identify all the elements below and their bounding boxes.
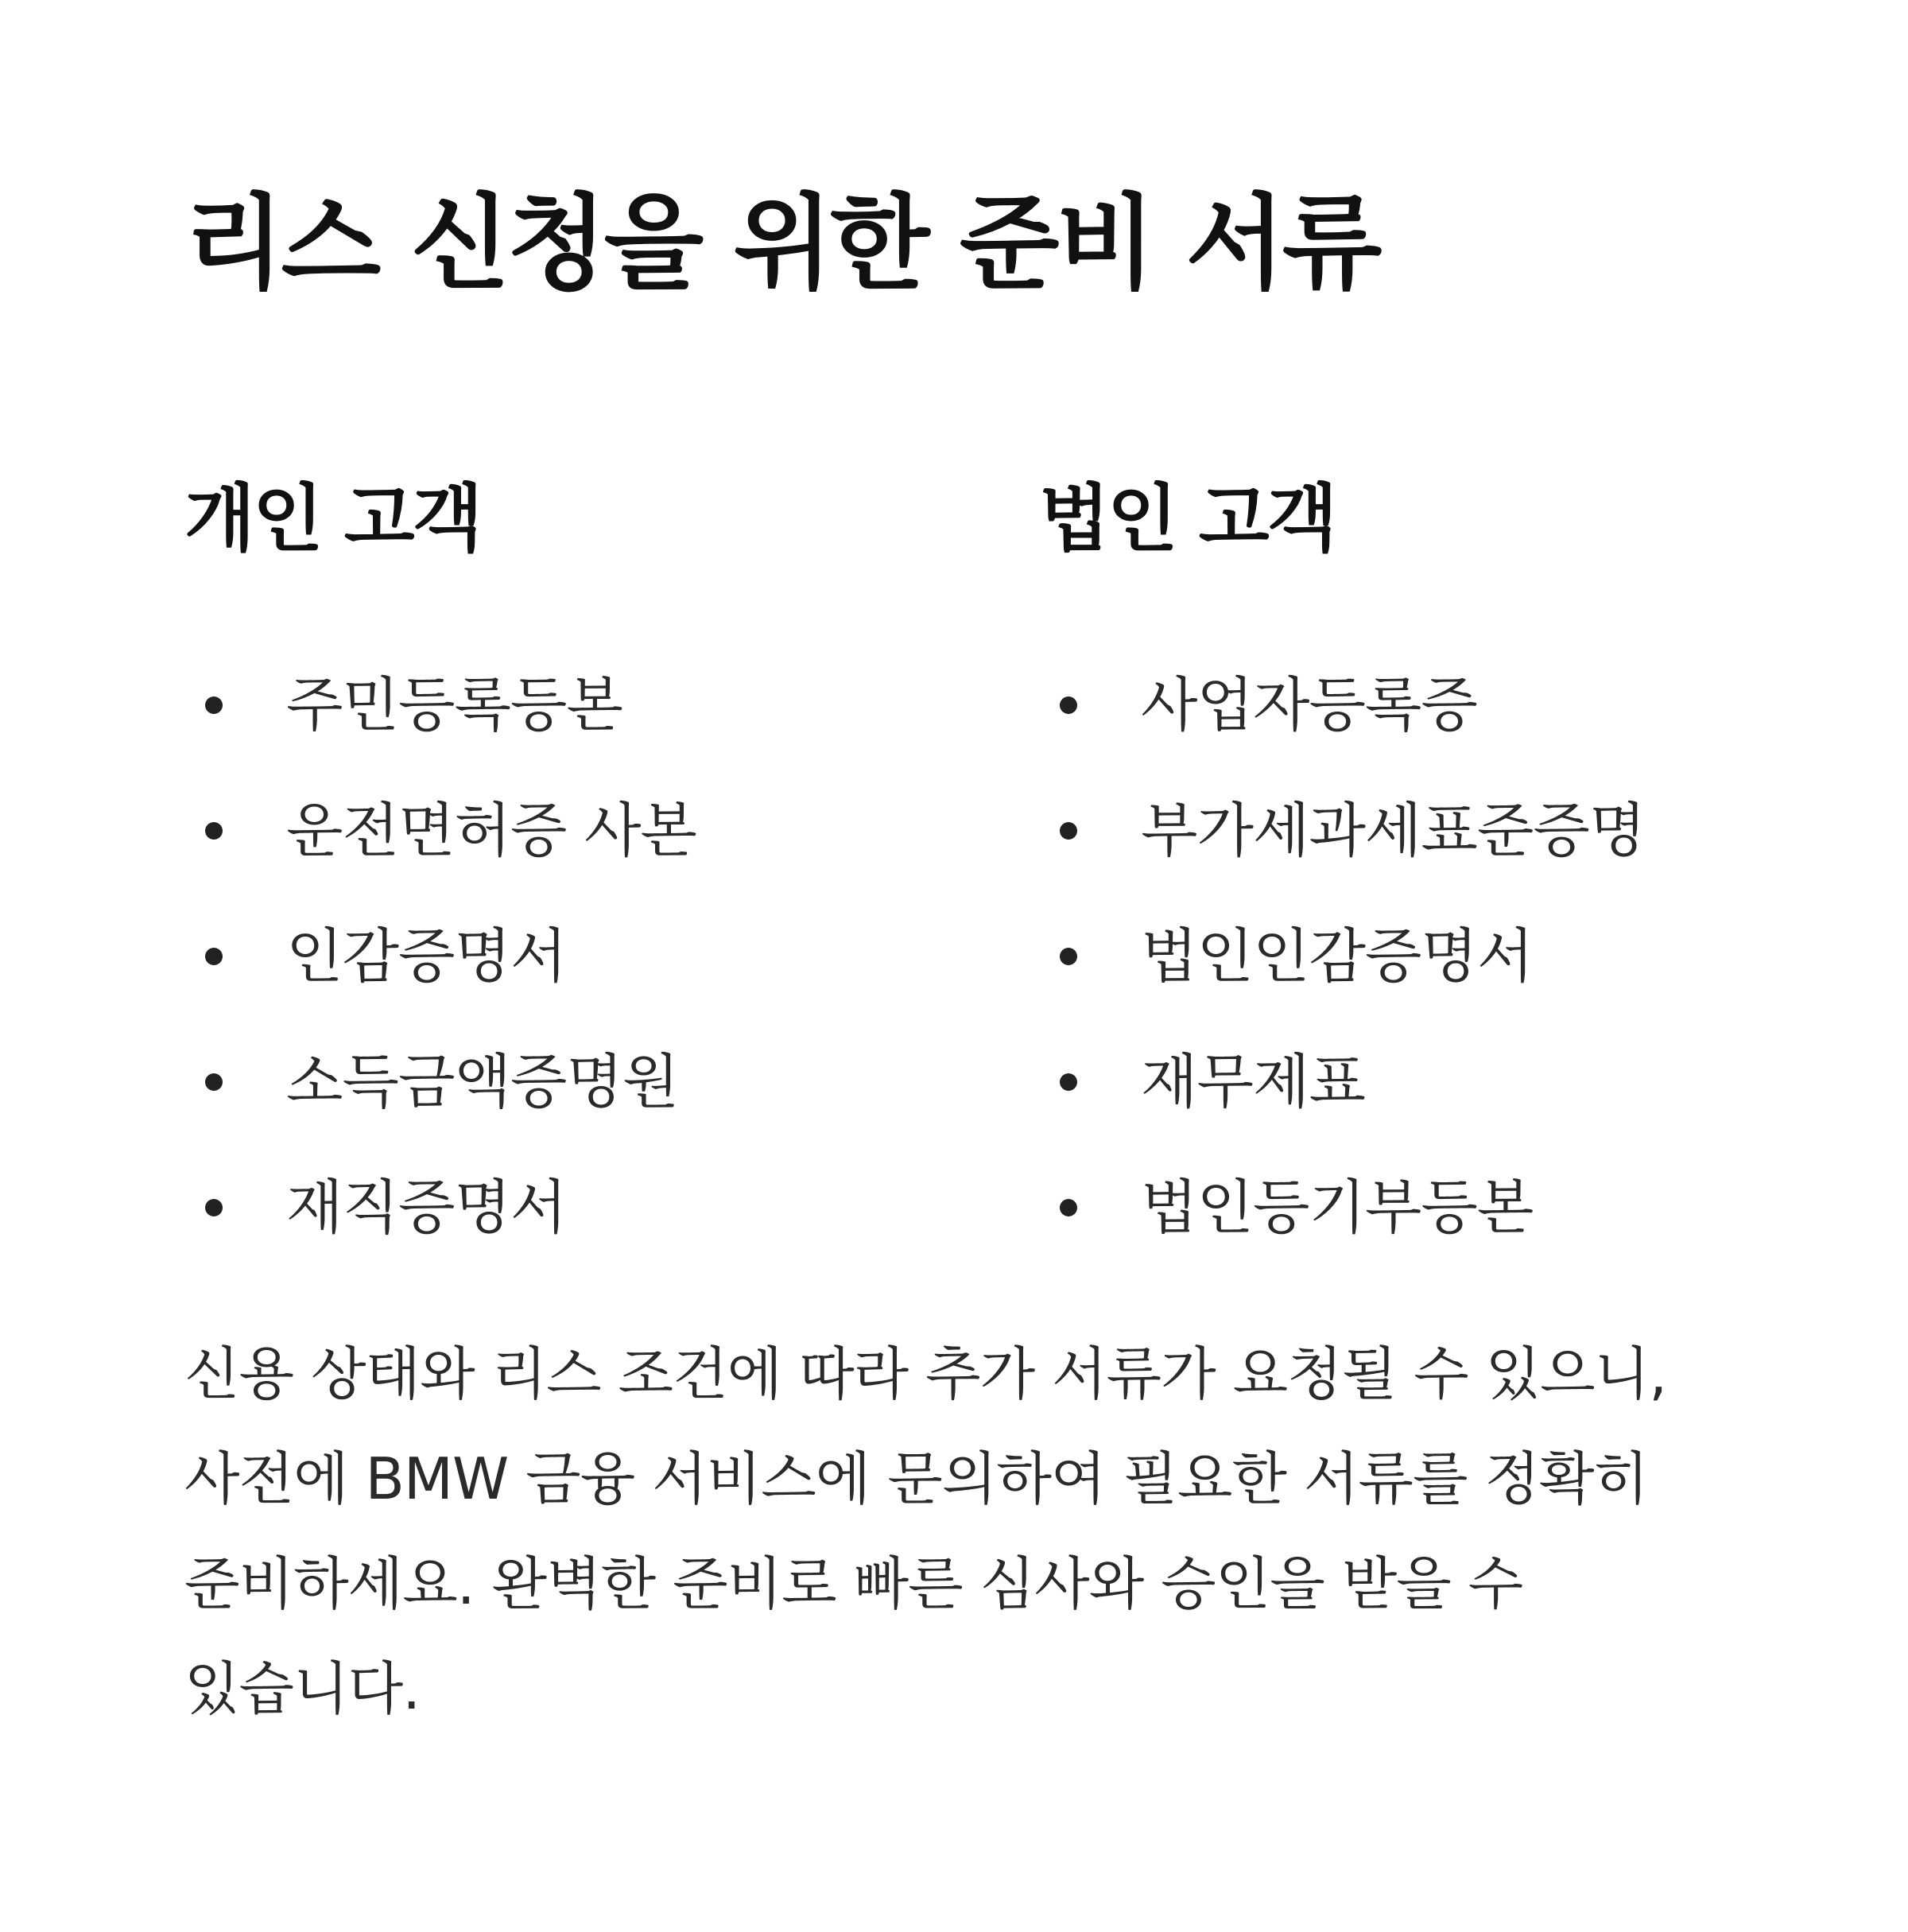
document-label: 사업자등록증 <box>1141 671 1477 739</box>
document-label: 재무제표 <box>1141 1048 1365 1116</box>
corporate-customer-section <box>1039 475 1755 1271</box>
individual-document-list <box>184 642 900 1271</box>
bullet-icon <box>1060 696 1077 714</box>
bullet-icon <box>205 1073 223 1091</box>
document-label: 인감증명서 <box>286 922 567 991</box>
corporate-document-list <box>1039 642 1755 1271</box>
document-label: 법인등기부등본 <box>1141 1174 1534 1242</box>
list-item <box>1039 642 1755 768</box>
bullet-icon <box>1060 1073 1077 1091</box>
bullet-icon <box>205 822 223 840</box>
note-paragraph: 신용 상태와 리스 조건에 따라 추가 서류가 요청될 수 있으니, 사전에 BMW 금융 서비스에 문의하여 필요한 서류를 정확히 준비하세요. 완벽한 준비로 빠른 심사와 승인을 받을 수 있습니다. <box>184 1340 1667 1722</box>
page-title: 리스 신청을 위한 준비 서류 <box>184 183 1379 304</box>
list-item <box>1039 1019 1755 1145</box>
bullet-icon <box>205 1199 223 1216</box>
individual-customer-section <box>184 475 900 1271</box>
document-label: 운전면허증 사본 <box>286 797 696 865</box>
list-item <box>1039 1145 1755 1271</box>
bullet-icon <box>1060 1199 1077 1216</box>
document-label: 재직증명서 <box>286 1174 567 1242</box>
list-item <box>1039 894 1755 1019</box>
corporate-heading: 법인 고객 <box>1039 476 1336 561</box>
document-label: 부가세과세표준증명 <box>1141 797 1646 865</box>
bullet-icon <box>205 948 223 965</box>
list-item <box>184 768 900 894</box>
list-item <box>184 1019 900 1145</box>
document-label: 주민등록등본 <box>286 671 622 739</box>
bullet-icon <box>1060 822 1077 840</box>
bullet-icon <box>205 696 223 714</box>
list-item <box>184 894 900 1019</box>
individual-heading: 개인 고객 <box>184 476 481 561</box>
document-label: 소득금액증명원 <box>286 1048 679 1116</box>
bullet-icon <box>1060 948 1077 965</box>
list-item <box>184 1145 900 1271</box>
document-label: 법인인감증명서 <box>1141 922 1534 991</box>
list-item <box>1039 768 1755 894</box>
list-item <box>184 642 900 768</box>
